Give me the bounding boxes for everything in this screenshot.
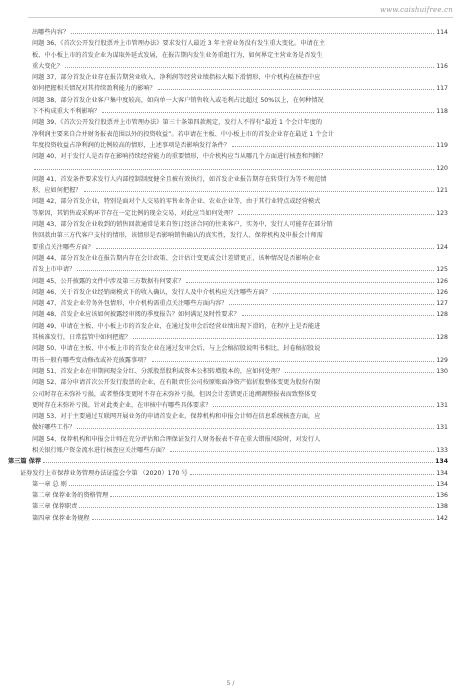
toc-page-number: 123	[436, 209, 448, 217]
toc-entry-text: 问题 39、《首次公开发行股票并上市管理办法》第三十条第四款规定，发行人不得有“最近 1 个会计年度的	[32, 119, 323, 127]
toc-entry-text: 问题 43、部分首发企业收到的销售回款通常是来自签订经济合同的往来客户，实务中，发行人可能存在部分销	[32, 221, 333, 229]
toc-entry-text: 公司时存在未弥补亏损，或者整体变更时不存在未弥补亏损，但因会计差错更正追溯调整报表而致整体变	[32, 390, 317, 398]
toc-entry-text: 问题 40、对于发行人是否存在影响持续经营能力的重要情形，中介机构应当从哪几个方面进行核查和判断？	[32, 153, 327, 161]
toc-page-number: 134	[436, 480, 448, 488]
leader-dots	[238, 214, 434, 215]
toc-page-number: 129	[436, 356, 448, 364]
toc-entry[interactable]	[32, 196, 448, 219]
leader-dots	[65, 67, 434, 68]
header-divider	[28, 17, 453, 18]
toc-page-number: 131	[436, 401, 448, 409]
toc-entry[interactable]	[32, 219, 448, 253]
toc-entry-text: 问题 49、申请在主板、中小板上市的首发企业，在通过发审会后经营业绩出现下滑的，在程序上是否能进	[32, 322, 321, 330]
toc-page-number: 134	[436, 469, 448, 477]
toc-entry-text: 明书一般有哪些变动修改或补充披露事项？	[32, 356, 150, 364]
toc-entry-text: 第四章 保荐业务规程	[32, 514, 90, 522]
toc-page-number: 125	[436, 266, 448, 274]
leader-dots	[92, 519, 435, 520]
toc-page-number: 138	[436, 503, 448, 511]
toc-page-number: 116	[436, 62, 448, 70]
toc-page-number: 142	[436, 514, 448, 522]
toc-page-number: 131	[436, 424, 448, 432]
toc-entry-text: 其核准发行，日常监管中如何把握？	[32, 334, 131, 342]
toc-page-number: 134	[435, 458, 448, 466]
toc-entry[interactable]	[32, 321, 448, 344]
toc-entry-text: 第一章 总 则	[32, 480, 67, 488]
toc-entry[interactable]	[32, 343, 448, 366]
toc-page-number: 114	[436, 29, 448, 36]
toc-entry[interactable]	[32, 95, 448, 118]
toc-entry-text: 问题 45、公开披露的文件中涉及第三方数据有何要求？	[32, 277, 185, 285]
toc-entry[interactable]	[32, 490, 448, 501]
toc-page-number: 136	[436, 492, 448, 500]
leader-dots	[229, 304, 434, 305]
leader-dots	[43, 462, 433, 463]
toc-entry-text: 第三章 保荐职责	[32, 503, 78, 511]
toc-entry-text: 下不构成重大不利影响？	[32, 108, 101, 116]
toc-entry[interactable]	[32, 27, 448, 38]
toc-entry-text: 售回款由第三方代客户支付的情形，该情形是否影响销售确认的真实性，发行人、保荐机构及申报会计师需	[32, 232, 323, 240]
leader-dots	[285, 372, 434, 373]
toc-entry[interactable]	[32, 117, 448, 151]
toc-entry-text: 第二章 保荐业务的资格管理	[32, 492, 109, 500]
toc-entry-text: 首发上市申请？	[32, 266, 76, 274]
toc-entry-text: 问题 37、部分首发企业存在报告期营业收入、净利润等经营业绩指标大幅下滑情形，中介机构在核查中应	[32, 74, 321, 82]
toc-entry[interactable]	[32, 298, 448, 309]
toc-entry-text: 证券发行上市保荐业务管理办法证监会令第 （2020）170 号	[20, 469, 188, 477]
toc-entry[interactable]	[32, 366, 448, 377]
toc-entry-text: 问题 52、部分申请首次公开发行股票的企业，在有限责任公司按原账面净资产值折股整体变更为股份有限	[32, 379, 321, 387]
toc-entry-text: 形，应如何把握？	[32, 187, 82, 195]
toc-entry[interactable]	[32, 377, 448, 411]
toc-page-number: 127	[436, 300, 448, 308]
toc-entry-text: 问题 51、首发企业在审期间现金分红、分派股票股利或资本公积转增股本的，应如何处理？	[32, 367, 284, 375]
toc-page-number: 124	[436, 243, 448, 251]
toc-entry[interactable]	[8, 456, 448, 467]
toc-entry-text: 问题 42、部分首发企业，特别是面对个人交易的零售业务企业、农业企业等，由于其行业特点或经营模式	[32, 198, 321, 206]
toc-page-number: 128	[436, 334, 448, 342]
toc-entry-text: 问题 41、首发条件要求发行人内部控制制度健全且被有效执行，如首发企业报告期存在转贷行为等不规范情	[32, 175, 327, 183]
toc-page-number: 128	[436, 311, 448, 319]
toc-entry-text: 更时存在未弥补亏损。针对此类企业，在审核中有哪些具体要求？	[32, 401, 212, 409]
toc-page-number: 120	[436, 164, 448, 172]
toc-entry[interactable]	[32, 151, 448, 174]
leader-dots	[232, 146, 434, 147]
leader-dots	[69, 485, 434, 486]
leader-dots	[96, 248, 434, 249]
leader-dots	[152, 361, 435, 362]
leader-dots	[34, 169, 434, 170]
leader-dots	[242, 315, 434, 316]
leader-dots	[110, 496, 434, 497]
leader-dots	[170, 451, 434, 452]
leader-dots	[77, 428, 434, 429]
toc-entry-text: 年度投资收益占净利润的比例较高的情形，上述事项是否影响发行条件？	[32, 141, 230, 149]
toc-entry-text: 问题 38、部分首发企业客户集中度较高，如向单一大客户销售收入或毛利占比超过 50%以上，在何种情况	[32, 96, 324, 104]
leader-dots	[186, 282, 434, 283]
toc-entry[interactable]	[32, 479, 448, 490]
toc-entry[interactable]	[20, 468, 448, 479]
leader-dots	[190, 474, 435, 475]
toc-entry-text: 等原因，其销售或采购环节存在一定比例的现金交易，对此应当如何处理？	[32, 209, 237, 217]
leader-dots	[102, 112, 434, 113]
toc-page-number: 117	[436, 85, 448, 93]
toc-page-number: 133	[436, 446, 448, 454]
site-watermark: www.caishuifree.cn	[379, 6, 453, 14]
toc-page-number: 126	[436, 277, 448, 285]
toc-entry[interactable]	[32, 287, 448, 298]
toc-entry-text: 问题 44、部分首发企业在报告期内存在会计政策、会计估计变更或会计差错更正，该种情况是否影响企业	[32, 254, 321, 262]
leader-dots	[213, 406, 434, 407]
toc-entry[interactable]	[32, 434, 448, 457]
toc-entry-text: 净利润主要来自合并财务报表范围以外的投资收益”。若申请在主板、中小板上市的首发企业存在最近 1 个会计	[32, 130, 334, 138]
leader-dots	[79, 507, 434, 508]
toc-page-number: 118	[436, 108, 448, 116]
toc-entry-text: 问题 53、对于主要通过互联网开展业务的申请首发企业，保荐机构和申报会计师在信息系统核查方面，应	[32, 413, 321, 421]
toc-page-number: 126	[436, 288, 448, 296]
toc-entry-text: 板、中小板上市的首发企业为谋取外延式发展，在报告期内发生业务重组行为，如何界定主营业务是否发生	[32, 51, 323, 59]
table-of-contents	[0, 27, 461, 524]
toc-entry-text: 问题 54、保荐机构和申报会计师在充分评估和合理保证发行人财务报表不存在重大错报风险时，对发行人	[32, 435, 321, 443]
toc-entry[interactable]	[32, 253, 448, 276]
toc-entry[interactable]	[32, 411, 448, 434]
toc-entry[interactable]	[32, 174, 448, 197]
toc-page-number: 121	[436, 187, 448, 195]
toc-entry-text: 出哪些内容？	[32, 29, 70, 36]
page-number: 5 /	[226, 680, 235, 687]
toc-page-number: 119	[436, 141, 448, 149]
toc-entry[interactable]	[32, 501, 448, 512]
toc-entry-text: 相关银行账户资金流水进行核查应关注哪些方面？	[32, 446, 169, 454]
toc-page-number: 130	[436, 367, 448, 375]
toc-entry-text: 问题 50、申请在主板、中小板上市的首发企业在通过发审会后，与上会稿招股说明书相比，封卷稿招股说	[32, 345, 321, 353]
toc-entry[interactable]	[32, 276, 448, 287]
leader-dots	[84, 191, 435, 192]
toc-entry-text: 第三篇 保荐	[8, 458, 42, 466]
leader-dots	[71, 33, 434, 34]
leader-dots	[158, 89, 434, 90]
leader-dots	[273, 293, 434, 294]
leader-dots	[133, 338, 434, 339]
toc-entry-text: 问题 36、《首次公开发行股票并上市管理办法》要求发行人最近 3 年主营业务没有发生重大变化。申请在主	[32, 40, 326, 48]
toc-entry[interactable]	[32, 309, 448, 320]
leader-dots	[77, 270, 434, 271]
toc-entry-text: 做好哪些工作？	[32, 424, 76, 432]
toc-entry[interactable]	[32, 38, 448, 72]
toc-entry-text: 问题 47、首发企业劳务外包情形，中介机构需重点关注哪些方面内容？	[32, 300, 228, 308]
toc-entry-text: 如何把握相关情况对其持续盈利能力的影响？	[32, 85, 156, 93]
toc-entry-text: 问题 46、关于首发企业经销商模式下的收入确认，发行人及中介机构应关注哪些方面？	[32, 288, 271, 296]
toc-entry-text: 重大变化？	[32, 62, 63, 70]
toc-entry-text: 要重点关注哪些方面？	[32, 243, 94, 251]
toc-entry[interactable]	[32, 513, 448, 524]
toc-entry-text: 问题 48、首发企业应该如何披露经审阅的季度报告？如何满足及时性要求？	[32, 311, 240, 319]
toc-entry[interactable]	[32, 72, 448, 95]
